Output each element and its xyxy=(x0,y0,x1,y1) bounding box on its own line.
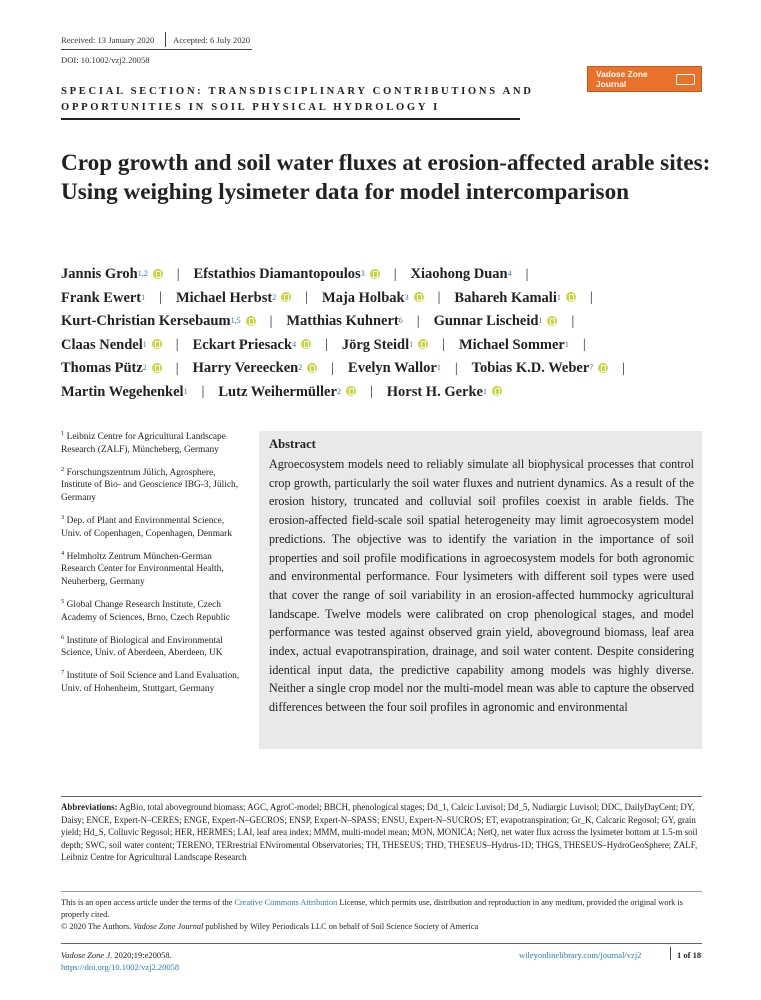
author-separator: | xyxy=(201,384,205,400)
affiliation-number: 6 xyxy=(61,633,65,641)
copyright-line xyxy=(61,921,702,933)
orcid-icon[interactable] xyxy=(566,292,576,302)
author-name[interactable]: Eckart Priesack xyxy=(192,336,293,353)
affiliation-number: 3 xyxy=(61,514,65,521)
affiliation-item xyxy=(61,464,243,505)
author-affil-sup: 1 xyxy=(409,339,414,349)
author-name[interactable]: Frank Ewert xyxy=(61,289,142,306)
author-name[interactable]: Bahareh Kamali xyxy=(454,289,557,306)
author-separator: | xyxy=(325,337,328,353)
abstract-heading: Abstract xyxy=(269,437,316,451)
article-doi: DOI: 10.1002/vzj2.20058 xyxy=(61,55,150,65)
author-line xyxy=(61,263,711,287)
author-affil-sup: 1,5 xyxy=(230,316,241,326)
author-name[interactable]: Thomas Pütz xyxy=(61,360,143,377)
affiliation-item xyxy=(61,548,243,589)
footer-volume: 2020;19:e20058. xyxy=(112,950,172,960)
author-affil-sup: 2 xyxy=(336,386,341,396)
author-separator: | xyxy=(331,360,335,376)
author-affil-sup: 1 xyxy=(436,363,441,373)
author-name[interactable]: Tobias K.D. Weber xyxy=(471,360,590,377)
author-affil-sup: 4 xyxy=(292,339,297,349)
orcid-icon[interactable] xyxy=(152,339,162,349)
footer-citation xyxy=(61,950,172,960)
author-name[interactable]: Michael Herbst xyxy=(175,289,273,306)
affiliation-item xyxy=(61,428,243,456)
author-name[interactable]: Evelyn Wallor xyxy=(348,360,437,377)
orcid-icon[interactable] xyxy=(492,386,502,396)
affiliation-number: 4 xyxy=(61,549,65,557)
author-separator: | xyxy=(369,384,373,400)
license-line xyxy=(61,897,702,921)
copyright-pre: © 2020 The Authors. xyxy=(61,922,134,932)
affiliation-number: 7 xyxy=(61,669,65,677)
author-affil-sup: 1 xyxy=(538,316,543,326)
author-affil-sup: 1 xyxy=(556,292,561,302)
author-name[interactable]: Claas Nendel xyxy=(61,336,143,353)
author-affil-sup: 2 xyxy=(142,363,147,373)
author-separator: | xyxy=(175,360,179,376)
orcid-icon[interactable] xyxy=(414,292,424,302)
author-line xyxy=(61,381,711,405)
author-affil-sup: 4 xyxy=(507,269,512,279)
author-affil-sup: 1 xyxy=(142,339,147,349)
orcid-icon[interactable] xyxy=(547,316,557,326)
author-name[interactable]: Martin Wegehenkel xyxy=(61,383,184,400)
footer-site-link[interactable]: wileyonlinelibrary.com/journal/vzj2 xyxy=(519,950,642,960)
header-rule xyxy=(61,49,252,50)
author-name[interactable]: Horst H. Gerke xyxy=(386,383,483,400)
orcid-icon[interactable] xyxy=(153,269,163,279)
author-affil-sup: 3 xyxy=(360,269,365,279)
author-line xyxy=(61,310,711,334)
author-name[interactable]: Gunnar Lischeid xyxy=(433,313,539,330)
affiliation-text: Institute of Biological and Environmental Science, Univ. of Aberdeen, Aberdeen, UK xyxy=(61,635,223,659)
special-section-heading xyxy=(61,84,541,116)
section-line-1: SPECIAL SECTION: TRANSDISCIPLINARY CONTRIBUTIONS AND xyxy=(61,86,534,97)
author-name[interactable]: Michael Sommer xyxy=(458,336,565,353)
author-affil-sup: 2 xyxy=(272,292,277,302)
author-separator: | xyxy=(589,290,593,306)
author-separator: | xyxy=(159,290,162,306)
affiliation-text: Global Change Research Institute, Czech Academy of Sciences, Brno, Czech Republic xyxy=(61,600,230,623)
affiliation-number: 2 xyxy=(61,465,65,473)
affiliation-list xyxy=(61,428,243,703)
author-separator: | xyxy=(582,337,586,353)
received-date: Received: 13 January 2020 xyxy=(61,35,155,45)
author-name[interactable]: Xiaohong Duan xyxy=(410,266,508,283)
author-name[interactable]: Kurt-Christian Kersebaum xyxy=(61,313,231,330)
license-post: License, which permits use, distribution and reproduction in any medium, provided the original work is properly cited. xyxy=(61,898,683,920)
author-affil-sup: 3 xyxy=(404,292,409,302)
orcid-icon[interactable] xyxy=(246,316,256,326)
section-line-2: OPPORTUNITIES IN SOIL PHYSICAL HYDROLOGY I xyxy=(61,102,441,113)
orcid-icon[interactable] xyxy=(598,363,608,373)
author-name[interactable]: Jörg Steidl xyxy=(341,336,410,353)
footer-rule xyxy=(61,943,702,944)
footer-doi-link[interactable]: https://doi.org/10.1002/vzj2.20058 xyxy=(61,962,180,972)
affiliation-item xyxy=(61,632,243,660)
author-separator: | xyxy=(571,313,575,329)
affiliation-text: Helmholtz Zentrum München-German Research Center for Environmental Health, Neuherberg, Germany xyxy=(61,551,224,588)
orcid-icon[interactable] xyxy=(418,339,428,349)
author-affil-sup: 1,2 xyxy=(137,269,148,279)
author-separator: | xyxy=(305,290,309,306)
author-line xyxy=(61,357,711,381)
affiliation-item xyxy=(61,596,243,624)
author-name[interactable]: Efstathios Diamantopoulos xyxy=(193,266,361,283)
author-name[interactable]: Harry Vereecken xyxy=(192,360,299,377)
author-affil-sup: 1 xyxy=(483,386,487,396)
author-separator: | xyxy=(442,337,445,353)
author-affil-sup: 1 xyxy=(564,339,569,349)
orcid-icon[interactable] xyxy=(281,292,291,302)
license-pre: This is an open access article under the terms of the xyxy=(61,898,235,907)
author-separator: | xyxy=(437,290,441,306)
author-separator: | xyxy=(525,266,529,282)
affiliation-number: 5 xyxy=(61,598,65,605)
author-affil-sup: 1 xyxy=(183,386,188,396)
author-list xyxy=(61,263,711,404)
license-rule xyxy=(61,891,702,892)
affiliation-text: Dep. of Plant and Environmental Science, Univ. of Copenhagen, Copenhagen, Denmark xyxy=(61,516,232,539)
author-name[interactable]: Jannis Groh xyxy=(61,266,138,283)
orcid-icon[interactable] xyxy=(301,339,311,349)
author-separator: | xyxy=(175,337,179,353)
footer-journal-name: Vadose Zone J. xyxy=(61,950,113,960)
abbreviations-rule xyxy=(61,796,702,797)
copyright-post: published by Wiley Periodicals LLC on behalf of Soil Science Society of America xyxy=(203,922,479,932)
author-affil-sup: 2 xyxy=(298,363,303,373)
orcid-icon[interactable] xyxy=(370,269,380,279)
affiliation-text: Forschungszentrum Jülich, Agrosphere, Institute of Bio- and Geoscience IBG-3, Jülich, Germany xyxy=(61,467,239,504)
author-name[interactable]: Matthias Kuhnert xyxy=(286,313,399,330)
author-separator: | xyxy=(622,360,626,376)
author-name[interactable]: Maja Holbak xyxy=(322,289,405,306)
article-title: Crop growth and soil water fluxes at erosion-affected arable sites: Using weighing lysimeter data for model intercomparison xyxy=(61,150,711,205)
license-link[interactable]: Creative Commons Attribution xyxy=(234,898,338,907)
orcid-icon[interactable] xyxy=(152,363,162,373)
abstract-text: Agroecosystem models need to reliably simulate all biophysical processes that control crop growth, particularly the soil water fluxes and nutrient dynamics. As a result of the erosion history, truncated and colluvial soil profiles coexist in arable fields. The erosion-affected field-scale soil spatial heterogeneity may limit agroecosystem model predictions. The objective was to identify the variation in the importance of soil properties and soil profile modifications in agroecosystem models for both agronomic and environmental performance. Four lysimeters with different soil types were used that cover the range of soil variability in an erosion-affected hummocky agricultural landscape. Twelve models were calibrated on crop phenological stages, and model performance was tested against observed grain yield, aboveground biomass, leaf area index, actual evapotranspiration, drainage, and soil water content. Despite considering identical input data, the predictive capability among models was highly diverse. Neither a single crop model nor the multi-model mean was able to capture the observed differences between the four soil profiles in agronomic and environmental xyxy=(269,457,694,715)
journal-badge-label: Vadose Zone Journal xyxy=(596,69,648,89)
affiliation-number: 1 xyxy=(61,430,65,437)
orcid-icon[interactable] xyxy=(346,386,356,396)
affiliation-text: Institute of Soil Science and Land Evaluation, Univ. of Hohenheim, Stuttgart, Germany xyxy=(61,671,240,695)
page-number: 1 of 18 xyxy=(677,950,702,960)
abbreviations-label: Abbreviations: xyxy=(61,802,118,812)
author-separator: | xyxy=(454,360,458,376)
author-line xyxy=(61,287,711,311)
copyright-journal: Vadose Zone Journal xyxy=(133,922,204,932)
section-rule xyxy=(61,118,520,120)
orcid-icon[interactable] xyxy=(307,363,317,373)
author-affil-sup: 7 xyxy=(589,363,594,373)
accepted-date: Accepted: 6 July 2020 xyxy=(173,35,251,45)
author-affil-sup: 1 xyxy=(141,292,146,302)
journal-badge[interactable] xyxy=(587,66,702,92)
author-affil-sup: 6 xyxy=(398,316,403,326)
author-line xyxy=(61,334,711,358)
header-divider xyxy=(165,32,166,47)
abbreviations xyxy=(61,801,702,864)
license-notice xyxy=(61,897,702,934)
author-separator: | xyxy=(393,266,397,282)
author-separator: | xyxy=(269,313,273,329)
author-separator: | xyxy=(176,266,180,282)
footer-divider xyxy=(670,947,671,960)
affiliation-item xyxy=(61,667,243,695)
abstract-box xyxy=(259,431,702,749)
affiliation-item xyxy=(61,512,243,540)
author-name[interactable]: Lutz Weihermüller xyxy=(218,383,337,400)
abbreviations-text: AgBio, total aboveground biomass; AGC, AgroC-model; BBCH, phenological stages; Dd_1, Calcic Luvisol; Dd_5, Nudiargic Luvisol; DDC, DailyDayCent; DY, Daisy; ENCE, Expert-N–CERES; ENGE, Expert-N–GECROS; ENSP, Expert-N–SPASS; ENSU, Expert-N–SUCROS; ET, evapotranspiration; Gr_K, Calcaric Regosol; GY, grain yield; Hd_S, Colluvic Regosol; HER, HERMES; LAI, leaf area index; MMM, multi-model mean; MON, MONICA; NetQ, net water flux across the lysimeter bottom at 1.5-m soil depth; SWC, soil water content; TERENO, TERrestrial ENviromental Observatories; TH, THESEUS; THD, THESEUS–Hydrus-1D; THGS, THESEUS–HydroGeoSphere; ZALF, Leibniz Centre for Agricultural Landscape Research xyxy=(61,802,698,863)
journal-logo-icon xyxy=(676,74,695,85)
affiliation-text: Leibniz Centre for Agricultural Landscape Research (ZALF), Müncheberg, Germany xyxy=(61,432,226,455)
author-separator: | xyxy=(416,313,420,329)
